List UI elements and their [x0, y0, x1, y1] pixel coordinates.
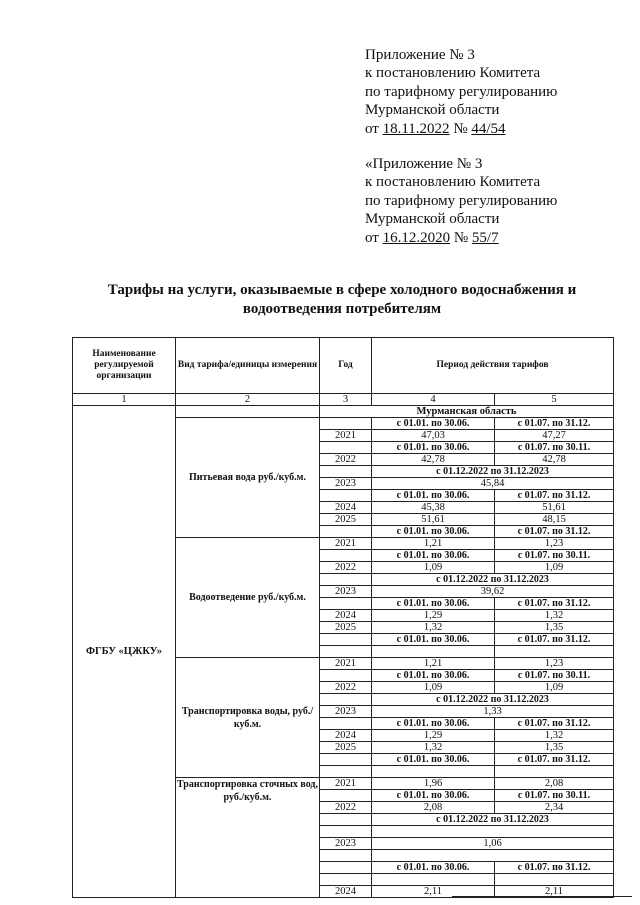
year-cell: [320, 442, 372, 454]
header-period: Период действия тарифов: [372, 338, 614, 394]
year-cell: [320, 598, 372, 610]
year-cell: [320, 466, 372, 478]
period-label: с 01.07. по 31.12.: [495, 634, 614, 646]
resolution-date: 18.11.2022: [382, 120, 450, 137]
year-cell: 2022: [320, 682, 372, 694]
tariff-value: 1,21: [372, 658, 495, 670]
year-cell: 2024: [320, 730, 372, 742]
year-cell: [320, 826, 372, 838]
period-label: с 01.07. по 30.11.: [495, 790, 614, 802]
year-cell: 2023: [320, 706, 372, 718]
year-cell: [320, 874, 372, 886]
period-label: с 01.01. по 30.06.: [372, 634, 495, 646]
tariff-value: 2,08: [372, 802, 495, 814]
year-cell: [320, 790, 372, 802]
period-label: с 01.07. по 31.12.: [495, 418, 614, 430]
period-label: с 01.01. по 30.06.: [372, 442, 495, 454]
period-label: с 01.01. по 30.06.: [372, 754, 495, 766]
year-cell: [320, 850, 372, 862]
year-cell: [320, 550, 372, 562]
tariff-value: 1,23: [495, 538, 614, 550]
year-cell: 2022: [320, 562, 372, 574]
year-cell: 2021: [320, 430, 372, 442]
document-title: Тарифы на услуги, оказываемые в сфере холодного водоснабжения и водоотведения потребителям: [107, 282, 577, 317]
period-label: с 01.07. по 30.11.: [495, 550, 614, 562]
col-number: 4: [372, 394, 495, 406]
period-label: с 01.07. по 31.12.: [495, 598, 614, 610]
col-number: 1: [73, 394, 176, 406]
col-number: 2: [176, 394, 320, 406]
period-label: с 01.07. по 31.12.: [495, 754, 614, 766]
year-cell: 2021: [320, 538, 372, 550]
tariff-value: 51,61: [372, 514, 495, 526]
blank-cell: [372, 826, 614, 838]
tariff-value: 51,61: [495, 502, 614, 514]
blank-cell: [372, 850, 614, 862]
tariff-value: 1,35: [495, 742, 614, 754]
year-cell: [320, 646, 372, 658]
year-cell: 2023: [320, 478, 372, 490]
tariff-value: 1,96: [372, 778, 495, 790]
tariff-value: 48,15: [495, 514, 614, 526]
appendix-region: Мурманской области: [365, 102, 500, 119]
year-cell: [320, 490, 372, 502]
period-label: с 01.07. по 31.12.: [495, 862, 614, 874]
original-appendix-region: Мурманской области: [365, 211, 500, 228]
tariff-value: 45,84: [372, 478, 614, 490]
number-sign: №: [453, 229, 469, 246]
year-cell: [320, 718, 372, 730]
blank-cell: [372, 646, 495, 658]
tariff-value: 47,03: [372, 430, 495, 442]
from-label: от: [365, 120, 379, 137]
tariff-value: 1,09: [495, 562, 614, 574]
resolution-number: 44/54: [471, 120, 506, 137]
blank-cell: [372, 874, 495, 886]
col-number: 5: [495, 394, 614, 406]
tariff-value: 1,32: [495, 610, 614, 622]
appendix-title: Приложение № 3: [365, 47, 475, 63]
tariff-value: 1,09: [495, 682, 614, 694]
tariff-value: 1,35: [495, 622, 614, 634]
year-cell: 2021: [320, 778, 372, 790]
tariff-value: 1,09: [372, 562, 495, 574]
year-cell: 2025: [320, 622, 372, 634]
organization-cell: ФГБУ «ЦЖКУ»: [73, 406, 176, 898]
original-resolution-date: 16.12.2020: [382, 229, 451, 246]
table-header-row: [73, 338, 614, 394]
year-cell: [320, 526, 372, 538]
year-cell: 2023: [320, 838, 372, 850]
period-label: с 01.01. по 30.06.: [372, 490, 495, 502]
period-label: с 01.07. по 30.11.: [495, 442, 614, 454]
year-cell: [320, 766, 372, 778]
tariff-value: 2,11: [495, 886, 614, 898]
period-label: с 01.07. по 31.12.: [495, 526, 614, 538]
original-resolution-number: 55/7: [471, 229, 499, 246]
year-cell: [320, 634, 372, 646]
tariff-value: 1,21: [372, 538, 495, 550]
original-appendix-date-line: [365, 229, 635, 247]
year-cell: 2022: [320, 454, 372, 466]
header-tariff-type: Вид тарифа/единицы измерения: [176, 338, 320, 394]
blank-cell: [176, 406, 320, 418]
from-label: от: [365, 229, 379, 246]
tariff-value: 39,62: [372, 586, 614, 598]
period-label: с 01.01. по 30.06.: [372, 718, 495, 730]
service-water-transport: Транспортировка воды, руб./куб.м.: [176, 658, 320, 778]
year-cell: [320, 670, 372, 682]
appendix-header: [365, 46, 635, 247]
tariffs-table: [72, 337, 614, 898]
tariff-value: 1,23: [495, 658, 614, 670]
blank-cell: [495, 646, 614, 658]
tariff-value: 2,08: [495, 778, 614, 790]
year-cell: [320, 754, 372, 766]
period-label: с 01.01. по 30.06.: [372, 670, 495, 682]
period-label: с 01.01. по 30.06.: [372, 418, 495, 430]
period-label: с 01.07. по 31.12.: [495, 490, 614, 502]
tariff-value: 2,34: [495, 802, 614, 814]
footer-rule: [452, 896, 632, 897]
tariff-value: 1,32: [372, 622, 495, 634]
region-row: Мурманская область: [320, 406, 614, 418]
tariff-value: 1,32: [495, 730, 614, 742]
tariff-value: 47,27: [495, 430, 614, 442]
col-number: 3: [320, 394, 372, 406]
tariff-value: 42,78: [495, 454, 614, 466]
header-org: Наименование регулируемой организации: [73, 338, 176, 394]
year-cell: [320, 418, 372, 430]
tariff-value: 1,33: [372, 706, 614, 718]
period-label: с 01.12.2022 по 31.12.2023: [372, 466, 614, 478]
year-cell: 2025: [320, 514, 372, 526]
blank-cell: [372, 766, 495, 778]
period-label: с 01.12.2022 по 31.12.2023: [372, 814, 614, 826]
period-label: с 01.12.2022 по 31.12.2023: [372, 694, 614, 706]
period-label: с 01.01. по 30.06.: [372, 790, 495, 802]
period-label: с 01.01. по 30.06.: [372, 550, 495, 562]
original-appendix-committee: по тарифному регулированию: [365, 192, 558, 209]
period-label: с 01.07. по 30.11.: [495, 670, 614, 682]
year-cell: [320, 694, 372, 706]
year-cell: 2024: [320, 502, 372, 514]
original-appendix-resolution: к постановлению Комитета: [365, 174, 541, 191]
tariff-value: 1,06: [372, 838, 614, 850]
appendix-date-line: [365, 120, 635, 138]
year-cell: [320, 574, 372, 586]
year-cell: 2024: [320, 886, 372, 898]
period-label: с 01.07. по 31.12.: [495, 718, 614, 730]
service-drinking-water: Питьевая вода руб./куб.м.: [176, 418, 320, 538]
period-label: с 01.01. по 30.06.: [372, 526, 495, 538]
period-label: с 01.01. по 30.06.: [372, 862, 495, 874]
tariff-value: 45,38: [372, 502, 495, 514]
service-wastewater-transport: Транспортировка сточных вод, руб./куб.м.: [176, 778, 320, 898]
tariff-value: 1,32: [372, 742, 495, 754]
original-appendix-title: «Приложение № 3: [365, 156, 483, 173]
number-sign: №: [453, 120, 468, 137]
blank-cell: [495, 874, 614, 886]
blank-cell: [495, 766, 614, 778]
header-year: Год: [320, 338, 372, 394]
period-label: с 01.01. по 30.06.: [372, 598, 495, 610]
year-cell: [320, 814, 372, 826]
year-cell: [320, 862, 372, 874]
year-cell: 2024: [320, 610, 372, 622]
tariff-value: 1,29: [372, 730, 495, 742]
tariff-value: 1,29: [372, 610, 495, 622]
appendix-committee: по тарифному регулированию: [365, 83, 558, 100]
tariff-value: 42,78: [372, 454, 495, 466]
column-number-row: [73, 394, 614, 406]
service-sewerage: Водоотведение руб./куб.м.: [176, 538, 320, 658]
year-cell: 2023: [320, 586, 372, 598]
appendix-resolution: к постановлению Комитета: [365, 65, 541, 82]
year-cell: 2025: [320, 742, 372, 754]
year-cell: 2021: [320, 658, 372, 670]
tariff-value: 2,11: [372, 886, 495, 898]
period-label: с 01.12.2022 по 31.12.2023: [372, 574, 614, 586]
tariff-value: 1,09: [372, 682, 495, 694]
year-cell: 2022: [320, 802, 372, 814]
table-row: [73, 406, 614, 418]
